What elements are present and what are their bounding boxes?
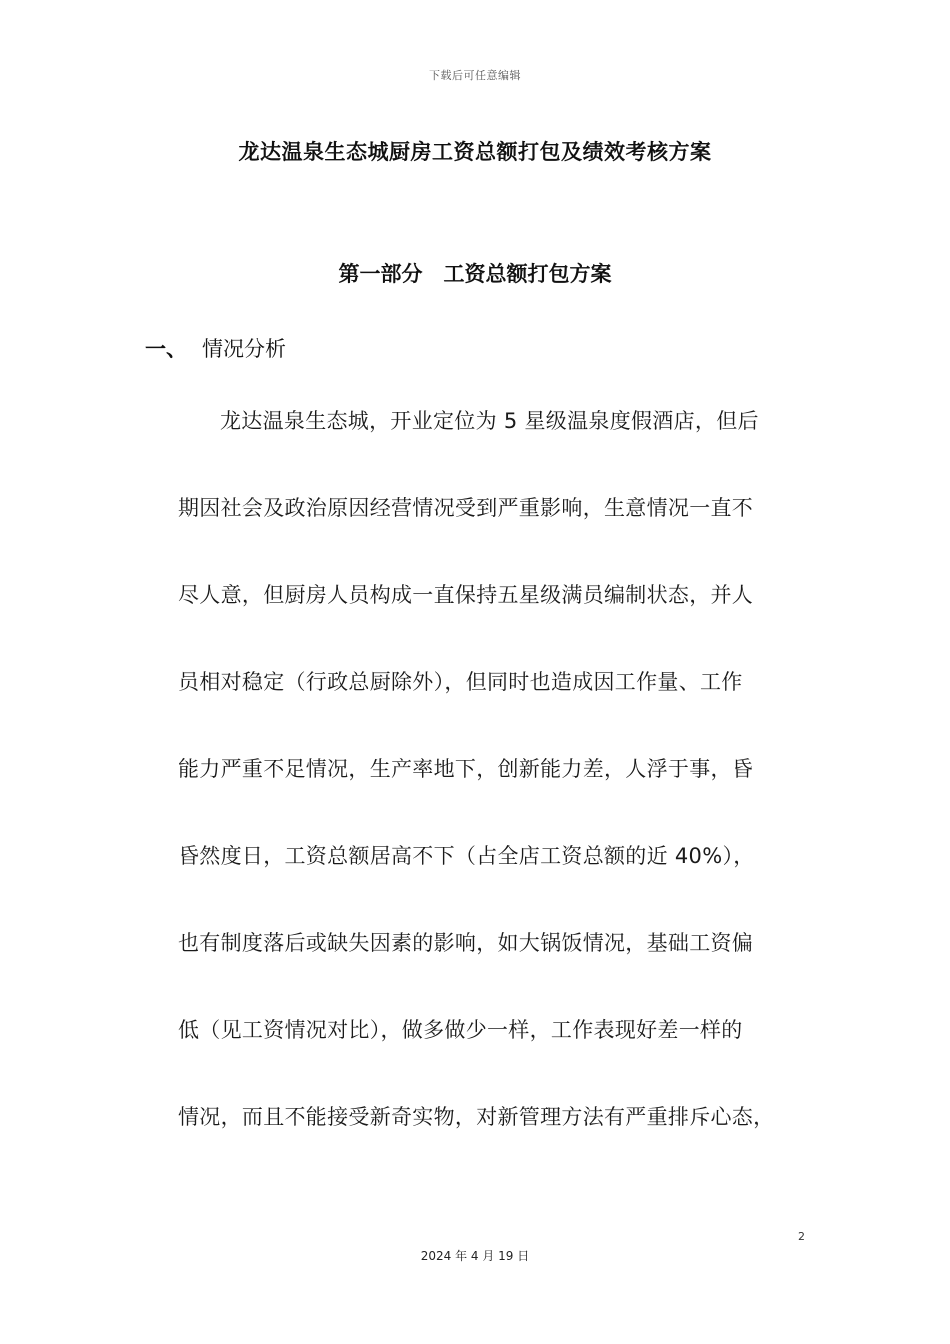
paragraph-line-6: 昏然度日，工资总额居高不下（占全店工资总额的近 40%）， bbox=[178, 844, 755, 868]
section-heading bbox=[145, 333, 286, 363]
paragraph-line-1: 龙达温泉生态城，开业定位为 5 星级温泉度假酒店，但后 bbox=[220, 409, 759, 433]
footer-date: 2024 年 4 月 19 日 bbox=[420, 1249, 530, 1263]
paragraph-line-8: 低（见工资情况对比），做多做少一样，工作表现好差一样的 bbox=[178, 1018, 743, 1042]
paragraph-line-7: 也有制度落后或缺失因素的影响，如大锅饭情况，基础工资偏 bbox=[178, 931, 754, 955]
document-title: 龙达温泉生态城厨房工资总额打包及绩效考核方案 bbox=[238, 140, 712, 164]
page-number: 2 bbox=[798, 1230, 805, 1243]
paragraph-line-4: 员相对稳定（行政总厨除外），但同时也造成因工作量、工作 bbox=[178, 670, 743, 694]
section-heading-text: 情况分析 bbox=[202, 337, 286, 361]
paragraph-line-9: 情况，而且不能接受新奇实物，对新管理方法有严重排斥心态， bbox=[178, 1105, 775, 1129]
paragraph-line-2: 期因社会及政治原因经营情况受到严重影响，生意情况一直不 bbox=[178, 496, 754, 520]
paragraph-line-3: 尽人意，但厨房人员构成一直保持五星级满员编制状态，并人 bbox=[178, 583, 754, 607]
section-number: 一、 bbox=[145, 337, 187, 361]
part-title: 第一部分 工资总额打包方案 bbox=[338, 262, 612, 286]
header-note: 下载后可任意编辑 bbox=[429, 69, 521, 82]
paragraph-line-5: 能力严重不足情况，生产率地下，创新能力差，人浮于事，昏 bbox=[178, 757, 754, 781]
